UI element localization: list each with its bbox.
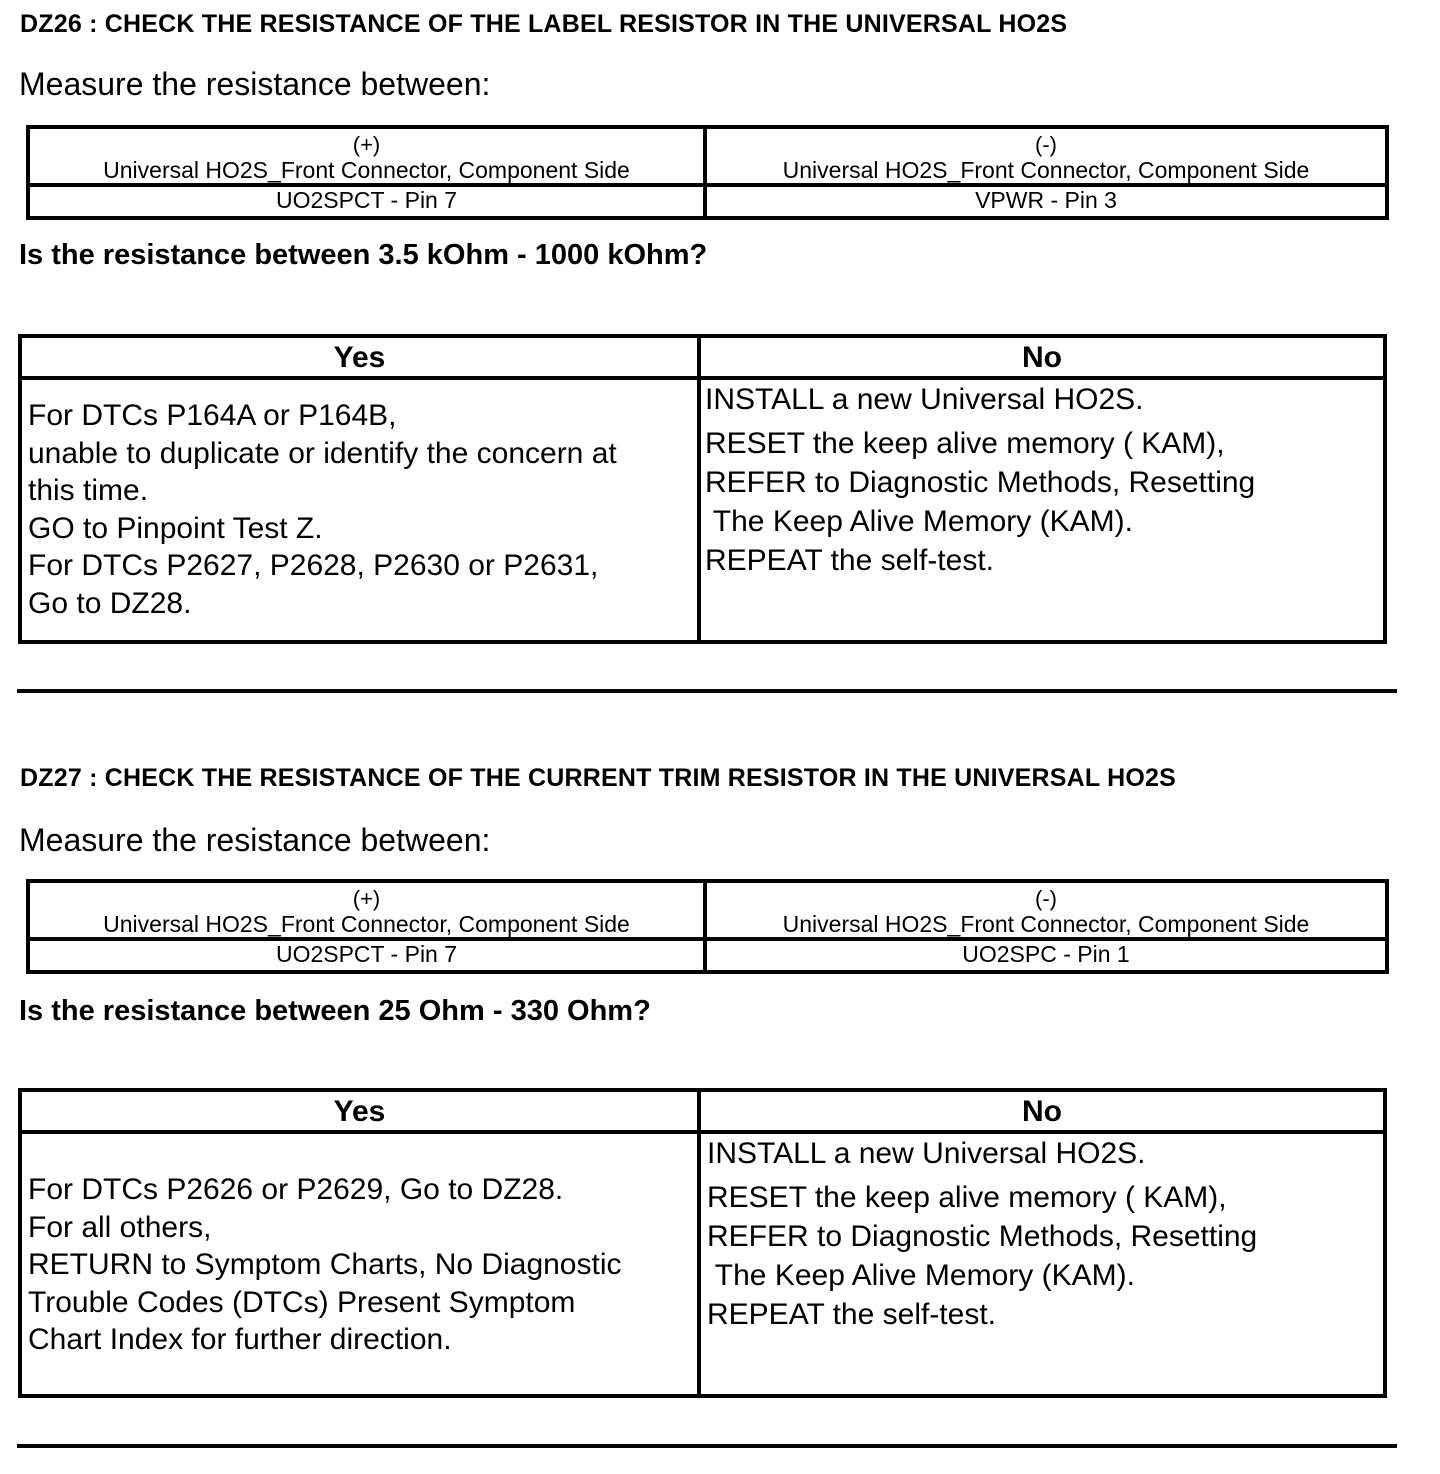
dz26-yes-cell	[22, 380, 701, 640]
dz26-no-line: RESET the keep alive memory ( KAM),	[705, 427, 1225, 460]
dz26-yes-no-table	[18, 334, 1387, 644]
dz27-negative-connector: Universal HO2S_Front Connector, Component Side	[782, 911, 1310, 937]
dz27-yes-line: RETURN to Symptom Charts, No Diagnostic	[28, 1248, 622, 1281]
dz27-no-line: The Keep Alive Memory (KAM).	[707, 1259, 1135, 1292]
dz26-measurement-table	[26, 125, 1389, 220]
dz26-negative-header	[707, 129, 1385, 183]
dz27-negative-pin: UO2SPC - Pin 1	[962, 941, 1130, 967]
dz27-measure-label: Measure the resistance between:	[19, 822, 491, 858]
dz26-yes-line: this time.	[28, 474, 149, 507]
dz26-yes-line: unable to duplicate or identify the concern at	[28, 436, 617, 470]
dz26-no-cell	[701, 380, 1383, 640]
dz27-yes-header: Yes	[22, 1092, 701, 1130]
dz26-negative-sign: (-)	[1035, 132, 1057, 157]
dz26-heading: DZ26 : CHECK THE RESISTANCE OF THE LABEL RESISTOR IN THE UNIVERSAL HO2S	[20, 10, 1068, 38]
dz26-question: Is the resistance between 3.5 kOhm - 1000 kOhm?	[19, 239, 708, 271]
dz27-positive-sign: (+)	[352, 886, 381, 911]
dz26-no-line: INSTALL a new Universal HO2S.	[705, 383, 1144, 416]
dz26-yes-header: Yes	[22, 338, 701, 376]
dz26-yes-line: For DTCs P164A or P164B,	[28, 399, 397, 432]
section-divider	[17, 1444, 1397, 1448]
dz26-negative-connector: Universal HO2S_Front Connector, Component Side	[782, 157, 1310, 183]
dz26-measure-label: Measure the resistance between:	[19, 66, 491, 102]
dz27-positive-header	[30, 883, 707, 937]
dz27-yes-cell	[22, 1134, 701, 1394]
dz27-yes-no-table	[18, 1088, 1387, 1398]
dz27-yes-line: Trouble Codes (DTCs) Present Symptom	[28, 1285, 576, 1319]
dz27-no-line: INSTALL a new Universal HO2S.	[707, 1137, 1146, 1170]
dz27-yes-line: Chart Index for further direction.	[28, 1323, 452, 1356]
dz27-negative-sign: (-)	[1035, 886, 1057, 911]
dz26-yes-line: GO to Pinpoint Test Z.	[28, 511, 323, 545]
dz27-positive-connector: Universal HO2S_Front Connector, Component Side	[103, 911, 630, 937]
dz27-negative-header	[707, 883, 1385, 937]
section-divider	[17, 689, 1397, 693]
dz27-no-cell	[701, 1134, 1383, 1394]
dz27-yes-line: For all others,	[28, 1210, 212, 1244]
dz26-yes-line: For DTCs P2627, P2628, P2630 or P2631,	[28, 549, 599, 582]
dz26-no-line: The Keep Alive Memory (KAM).	[705, 505, 1133, 538]
dz27-question: Is the resistance between 25 Ohm - 330 Ohm?	[19, 995, 651, 1027]
dz26-negative-pin: VPWR - Pin 3	[975, 187, 1117, 213]
dz27-no-line: REFER to Diagnostic Methods, Resetting	[707, 1220, 1258, 1253]
dz27-positive-pin: UO2SPCT - Pin 7	[30, 941, 707, 970]
dz26-no-line: REFER to Diagnostic Methods, Resetting	[705, 466, 1256, 499]
dz26-positive-header	[30, 129, 707, 183]
dz26-positive-connector: Universal HO2S_Front Connector, Component Side	[103, 157, 630, 183]
dz27-measurement-table	[26, 879, 1389, 974]
dz26-no-header: No	[1022, 341, 1062, 374]
dz27-yes-line: For DTCs P2626 or P2629, Go to DZ28.	[28, 1173, 564, 1206]
dz26-yes-line: Go to DZ28.	[28, 586, 192, 620]
dz26-positive-sign: (+)	[352, 132, 381, 157]
dz26-positive-pin: UO2SPCT - Pin 7	[30, 187, 707, 216]
dz27-no-line: REPEAT the self-test.	[707, 1298, 996, 1331]
dz27-no-header: No	[1022, 1095, 1062, 1128]
dz27-no-line: RESET the keep alive memory ( KAM),	[707, 1181, 1227, 1214]
dz26-no-line: REPEAT the self-test.	[705, 544, 994, 577]
dz27-heading: DZ27 : CHECK THE RESISTANCE OF THE CURRENT TRIM RESISTOR IN THE UNIVERSAL HO2S	[20, 764, 1176, 792]
